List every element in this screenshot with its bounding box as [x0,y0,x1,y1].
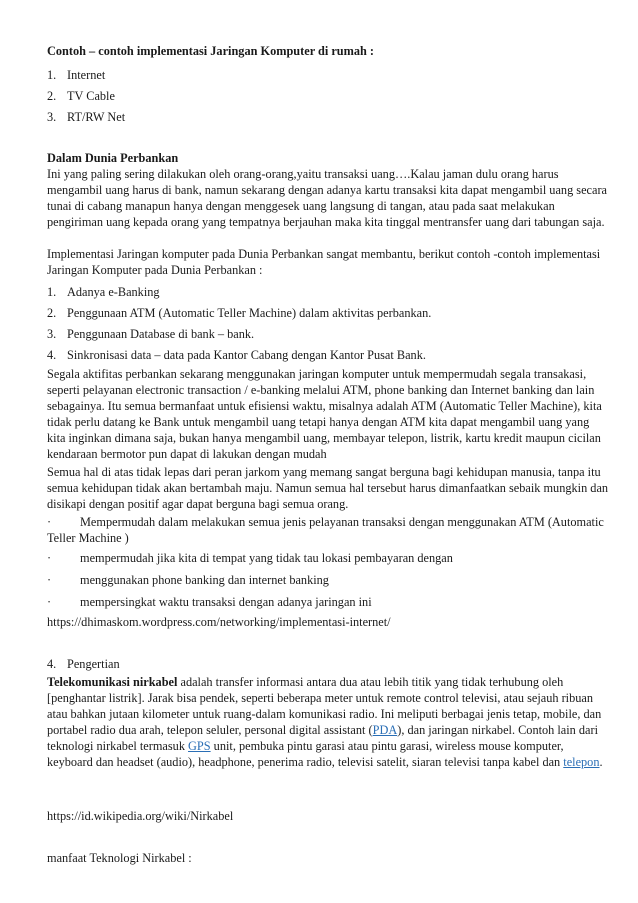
list-item: 1. Internet [47,68,106,82]
bank-section-title: Dalam Dunia Perbankan [47,151,179,165]
bullet-item: · mempermudah jika kita di tempat yang tidak tau lokasi pembayaran dengan [47,551,453,565]
gps-link[interactable]: GPS [188,739,211,753]
list-item: 1. Adanya e-Banking [47,285,160,299]
source-url: https://dhimaskom.wordpress.com/networking/implementasi-internet/ [47,615,391,629]
bank-paragraph-1: Ini yang paling sering dilakukan oleh orang-orang,yaitu transaksi uang….Kalau jaman dulu orang harus mengambil uang harus di bank, namun sekarang dengan adanya kartu transaksi kita dapat mengambil uang secara tunai di cabang manapun hanya dengan menggesek uang langsung di tangan, atau pada saat melakukan pengiriman uang kepada orang yang tempatnya berjauhan maka kita tinggal mentransfer uang dari tabungan saja. [47,167,608,229]
bullet-item: · menggunakan phone banking dan internet banking [47,573,329,587]
bank-paragraph-2: Implementasi Jaringan komputer pada Dunia Perbankan sangat membantu, berikut contoh -contoh implementasi Jaringan Komputer pada Dunia Perbankan : [47,247,601,277]
list-item: 4. Sinkronisasi data – data pada Kantor Cabang dengan Kantor Pusat Bank. [47,348,426,362]
bank-paragraph-3: Segala aktifitas perbankan sekarang menggunakan jaringan komputer untuk mempermudah segala transakasi, seperti pelayanan electronic transaction / e-banking melalui ATM, phone banking dan Internet banking dan lain sebagainya. Itu semua bermanfaat untuk efisiensi waktu, misalnya adalah ATM (Automatic Teller Machine), kita tidak perlu datang ke Bank untuk mengambil uang tetapi hanya dengan ATM kita dapat mengambil uang yang kita inginkan dimana saja, bukan hanya mengambil uang, membayar telepon, listrik, kartu kredit maupun cicilan kendaraan bermotor pun dapat di lakukan dengan mudah [47,367,602,461]
list-item: 2. TV Cable [47,89,115,103]
pda-link[interactable]: PDA [372,723,398,737]
bullet-item: · mempersingkat waktu transaksi dengan adanya jaringan ini [47,595,372,609]
wireless-definition: Telekomunikasi nirkabel adalah transfer informasi antara dua atau lebih titik yang tidak terhubung oleh [penghantar listrik]. Jarak bisa pendek, seperti beberapa meter untuk remote control televisi, atau sejauh ribuan atau bahkan jutaan kilometer untuk ruang-dalam komunikasi radio. Ini meliputi berbagai jenis tetap, mobile, dan portabel radio dua arah, telepon seluler, personal digital assistant (PDA), dan jaringan nirkabel. Contoh lain dari teknologi nirkabel termasuk GPS unit, pembuka pintu garasi atau pintu garasi, wireless mouse komputer, keyboard dan headset (audio), headphone, penerima radio, televisi satelit, siaran televisi tanpa kabel dan telepon. [47,675,603,769]
benefit-title: manfaat Teknologi Nirkabel : [47,851,192,865]
bank-paragraph-4: Semua hal di atas tidak lepas dari peran jarkom yang memang sangat berguna bagi kehidupan manusia, tanpa itu semua kehidupan tidak akan bertambah maju. Namun semua hal tersebut harus dimanfaatkan sebaik mungkin dan disikapi dengan positif agar dapat berguna bagi semua orang. [47,465,609,511]
telepon-link[interactable]: telepon [563,755,600,769]
term: Telekomunikasi nirkabel [47,675,178,689]
bullet-item: · Mempermudah dalam melakukan semua jenis pelayanan transaksi dengan menggunakan ATM (Automatic Teller Machine ) [47,515,604,545]
list-item: 2. Penggunaan ATM (Automatic Teller Machine) dalam aktivitas perbankan. [47,306,432,320]
home-section-title: Contoh – contoh implementasi Jaringan Komputer di rumah : [47,44,375,58]
section-heading: 4. Pengertian [47,657,120,671]
list-item: 3. Penggunaan Database di bank – bank. [47,327,255,341]
list-item: 3. RT/RW Net [47,110,126,124]
source-url: https://id.wikipedia.org/wiki/Nirkabel [47,809,234,823]
